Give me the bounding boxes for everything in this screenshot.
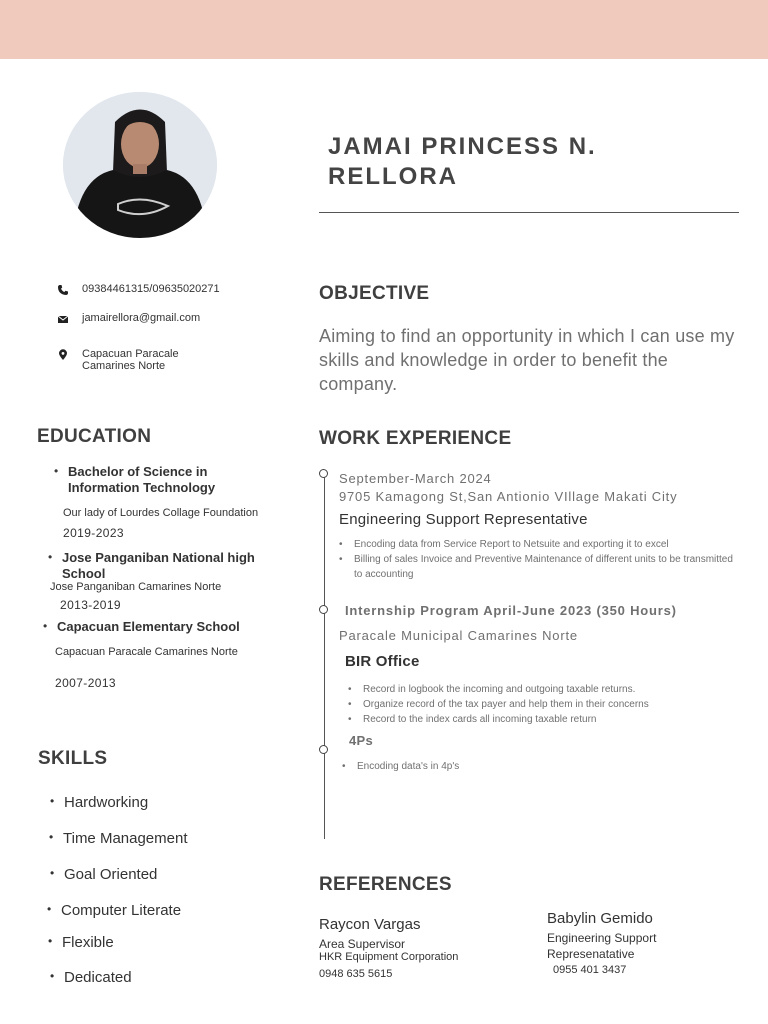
- job-title: Engineering Support Representative: [339, 511, 588, 528]
- address: [82, 348, 179, 372]
- job3-duty: • Encoding data's in 4p's: [342, 759, 732, 774]
- skill-item: • Flexible: [62, 934, 114, 951]
- internship-duty: • Organize record of the tax payer and help them in their concerns: [348, 697, 738, 712]
- education-school: Our lady of Lourdes Collage Foundation: [63, 507, 259, 519]
- timeline-marker: [319, 469, 328, 478]
- job3-title: 4Ps: [349, 733, 374, 748]
- references-heading: REFERENCES: [319, 874, 452, 895]
- skills-heading: SKILLS: [38, 748, 108, 769]
- internship-duty: • Record to the index cards all incoming taxable return: [348, 712, 738, 727]
- skill-item: • Hardworking: [64, 794, 148, 811]
- job3-duties: [342, 759, 732, 774]
- education-years: 2019-2023: [63, 526, 124, 540]
- objective-heading: OBJECTIVE: [319, 283, 430, 304]
- education-title: • Jose Panganiban National high School: [62, 550, 255, 581]
- contact-address-row: [57, 348, 179, 372]
- education-item: [62, 550, 255, 582]
- job-duties: [339, 537, 739, 582]
- education-years: 2013-2019: [60, 598, 121, 612]
- name-line-1: JAMAI PRINCESS N.: [328, 133, 597, 160]
- phone-icon: [57, 284, 69, 296]
- education-years: 2007-2013: [55, 676, 116, 690]
- education-school: Capacuan Paracale Camarines Norte: [55, 646, 238, 658]
- skill-item: • Time Management: [63, 830, 188, 847]
- reference-role: Engineering Support Represenatative: [547, 931, 657, 961]
- name-divider: [319, 212, 739, 213]
- education-title: • Bachelor of Science in Information Technology: [68, 464, 216, 495]
- reference-company: HKR Equipment Corporation: [319, 951, 459, 963]
- reference-role: Area Supervisor: [319, 937, 406, 951]
- reference-name: Raycon Vargas: [319, 916, 421, 933]
- timeline-marker: [319, 745, 328, 754]
- job-date: September-March 2024: [339, 471, 492, 486]
- profile-photo: [63, 92, 217, 238]
- objective-text: Aiming to find an opportunity in which I can use my skills and knowledge in order to benefit the company.: [319, 326, 735, 394]
- internship-duty: • Record in logbook the incoming and outgoing taxable returns.: [348, 682, 738, 697]
- internship-duties: [348, 682, 738, 727]
- work-experience-heading: WORK EXPERIENCE: [319, 428, 512, 449]
- reference-phone: 0948 635 5615: [319, 968, 393, 980]
- name-line-2: RELLORA: [328, 163, 458, 190]
- contact-email-row: [57, 312, 200, 325]
- education-school: Jose Panganiban Camarines Norte: [50, 581, 222, 593]
- skill-item: • Dedicated: [64, 969, 132, 986]
- mail-icon: [57, 313, 69, 325]
- reference-phone: 0955 401 3437: [553, 964, 627, 976]
- email-address: jamairellora@gmail.com: [82, 312, 201, 324]
- internship-office: BIR Office: [345, 653, 420, 670]
- timeline-line: [324, 474, 325, 839]
- skill-item: • Computer Literate: [61, 902, 181, 919]
- job-duty: • Billing of sales Invoice and Preventive Maintenance of different units to be transmitted to accounting: [339, 552, 739, 582]
- internship-program: Internship Program April-June 2023 (350 Hours): [345, 603, 677, 618]
- address-line-2: Camarines Norte: [82, 360, 166, 372]
- education-item: [57, 619, 240, 635]
- reference-name: Babylin Gemido: [547, 910, 653, 927]
- internship-location: Paracale Municipal Camarines Norte: [339, 628, 578, 643]
- education-title: • Capacuan Elementary School: [57, 619, 240, 634]
- skill-item: • Goal Oriented: [64, 866, 157, 883]
- education-heading: EDUCATION: [37, 426, 152, 447]
- education-item: [68, 464, 215, 496]
- location-pin-icon: [57, 349, 69, 361]
- job-duty: • Encoding data from Service Report to Netsuite and exporting it to excel: [339, 537, 739, 552]
- header-band: [0, 0, 768, 59]
- phone-number: 09384461315/09635020271: [82, 283, 220, 295]
- full-name: [328, 132, 597, 192]
- job-address: 9705 Kamagong St,San Antionio VIllage Makati City: [339, 489, 678, 504]
- contact-phone-row: [57, 283, 220, 296]
- timeline-marker: [319, 605, 328, 614]
- address-line-1: Capacuan Paracale: [82, 348, 179, 360]
